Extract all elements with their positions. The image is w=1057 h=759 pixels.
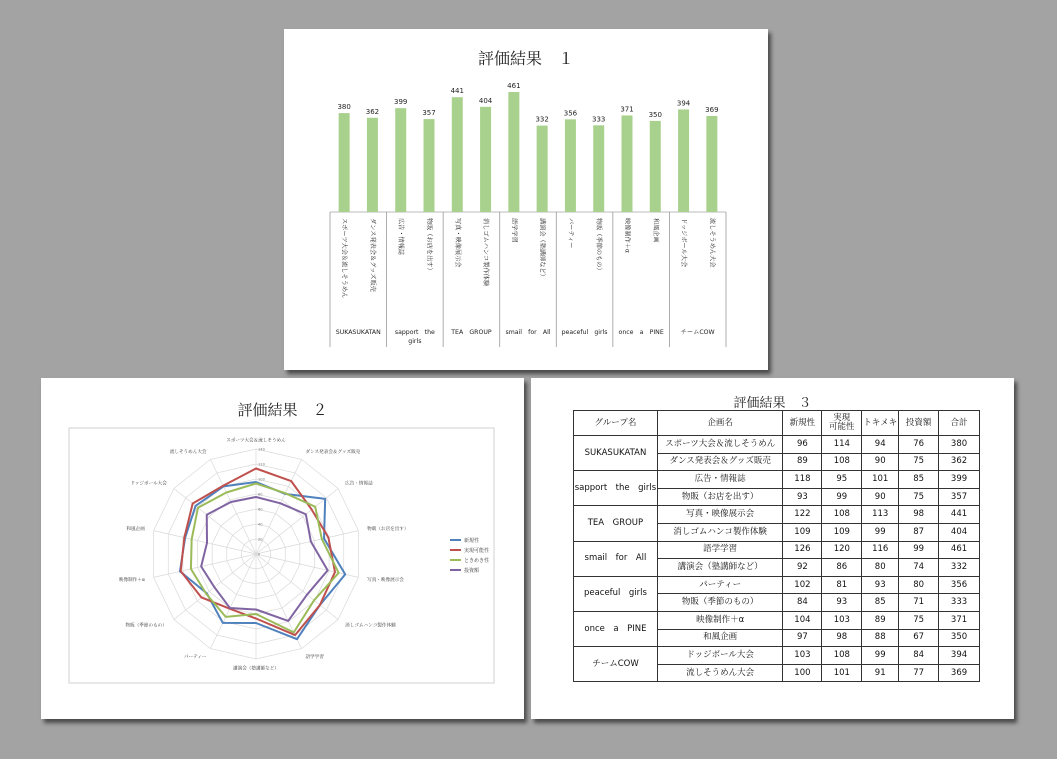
table-cell: 99 xyxy=(862,523,899,541)
table-cell: 84 xyxy=(783,594,822,612)
slide-bar-chart[interactable] xyxy=(284,29,768,370)
table-cell: 118 xyxy=(783,471,822,489)
table-cell: 104 xyxy=(783,611,822,629)
table-cell: パーティー xyxy=(657,576,783,594)
table-cell: 94 xyxy=(862,436,899,454)
radar-category-label: 広告・情報誌 xyxy=(345,481,373,487)
radar-series-line xyxy=(201,497,327,621)
bar-value-label: 380 xyxy=(337,103,351,112)
table-cell: 88 xyxy=(862,629,899,647)
bar-value-label: 399 xyxy=(394,98,408,107)
radar-category-label: ドッジボール大会 xyxy=(130,481,167,487)
table-header-cell: 企画名 xyxy=(657,411,783,436)
bar xyxy=(508,92,519,212)
table-cell: 75 xyxy=(899,611,939,629)
bar-value-label: 357 xyxy=(422,109,436,118)
table-cell: 75 xyxy=(899,453,939,471)
radar-spoke xyxy=(210,554,256,649)
legend-label: 新規性 xyxy=(464,537,480,544)
table-cell: 101 xyxy=(822,664,862,682)
table-cell: 67 xyxy=(899,629,939,647)
radar-category-label: 流しそうめん大会 xyxy=(169,449,207,455)
category-label: 物販（お店を出す） xyxy=(425,218,433,274)
table-cell: 332 xyxy=(939,559,980,577)
radar-tick-label: 100 xyxy=(258,477,265,482)
table-cell: 89 xyxy=(783,453,822,471)
table-cell: 97 xyxy=(783,629,822,647)
radar-category-label: 映像制作＋α xyxy=(118,577,145,583)
legend-swatch xyxy=(450,569,461,571)
table-row xyxy=(574,506,980,524)
table-cell: 物販（お店を出す） xyxy=(657,488,783,506)
bar-value-label: 369 xyxy=(705,105,719,114)
table-cell: 108 xyxy=(822,647,862,665)
table-cell: 96 xyxy=(783,436,822,454)
bar-value-label: 461 xyxy=(507,82,521,90)
legend-label: ときめき性 xyxy=(464,557,490,564)
bar-value-label: 371 xyxy=(620,105,634,114)
category-label: 映像制作＋α xyxy=(623,218,631,254)
table-cell: 101 xyxy=(862,471,899,489)
table-cell: 93 xyxy=(783,488,822,506)
bar xyxy=(565,119,576,212)
category-label: スポーツ大会＆流しそうめん xyxy=(340,218,348,299)
bar-value-label: 362 xyxy=(365,107,380,116)
radar-tick-label: 60 xyxy=(258,507,263,512)
table-cell: 84 xyxy=(899,647,939,665)
group-label: sapport the xyxy=(394,329,435,336)
table-header-cell: グループ名 xyxy=(574,411,658,436)
group-label: smail for All xyxy=(505,329,551,336)
table-row xyxy=(574,611,980,629)
radar-category-label: 写真・映像展示会 xyxy=(367,577,404,583)
table-cell: 80 xyxy=(899,576,939,594)
category-label: 語学学習 xyxy=(510,218,518,243)
bar-value-label: 350 xyxy=(648,110,662,119)
group-label: once a PINE xyxy=(618,329,664,336)
radar-tick-label: 140 xyxy=(258,447,265,452)
table-cell: 89 xyxy=(862,611,899,629)
group-name-cell: sapport the girls xyxy=(574,471,658,506)
slide-title: 評価結果 ２ xyxy=(237,401,328,419)
radar-category-label: 消しゴムハンコ製作体験 xyxy=(345,623,396,629)
table-cell: 物販（季節のもの） xyxy=(657,594,783,612)
group-name-cell: チームCOW xyxy=(574,647,658,682)
table-cell: 和風企画 xyxy=(657,629,783,647)
radar-tick-label: 0 xyxy=(258,552,261,557)
category-label: パーティー xyxy=(566,218,574,249)
table-cell: 映像制作＋α xyxy=(657,611,783,629)
table-header-cell: 合計 xyxy=(939,411,980,436)
table-cell: 122 xyxy=(783,506,822,524)
result-table xyxy=(573,410,980,682)
radar-category-label: 物販（季節のもの） xyxy=(125,623,167,629)
slide-title: 評価結果 １ xyxy=(477,49,574,68)
slide-result-table[interactable] xyxy=(531,378,1014,719)
category-label: 広告・情報誌 xyxy=(397,218,405,256)
table-cell: 写真・映像展示会 xyxy=(657,506,783,524)
radar-tick-label: 120 xyxy=(258,462,265,467)
table-cell: 362 xyxy=(939,453,980,471)
table-cell: 114 xyxy=(822,436,862,454)
bar xyxy=(480,107,491,212)
bar xyxy=(593,125,604,212)
radar-category-label: 語学学習 xyxy=(305,655,324,661)
table-cell: 90 xyxy=(862,488,899,506)
table-cell: 357 xyxy=(939,488,980,506)
table-cell: 371 xyxy=(939,611,980,629)
bar-value-label: 356 xyxy=(563,109,578,118)
table-cell: 95 xyxy=(822,471,862,489)
category-label: 和風企画 xyxy=(651,218,659,243)
category-label: 講演会（塾講師など） xyxy=(538,218,546,280)
table-cell: 93 xyxy=(862,576,899,594)
group-name-cell: peaceful girls xyxy=(574,576,658,611)
table-cell: 92 xyxy=(783,559,822,577)
bar xyxy=(622,115,633,212)
bar-value-label: 333 xyxy=(592,115,606,124)
radar-spoke xyxy=(256,554,358,577)
radar-spoke xyxy=(256,459,302,554)
table-cell: 81 xyxy=(822,576,862,594)
table-cell: 113 xyxy=(862,506,899,524)
legend-item xyxy=(450,535,489,545)
radar-category-label: スポーツ大会＆流しそうめん xyxy=(226,438,286,444)
table-cell: 75 xyxy=(899,488,939,506)
table-cell: 71 xyxy=(899,594,939,612)
table-cell: 126 xyxy=(783,541,822,559)
table-cell: 369 xyxy=(939,664,980,682)
group-name-cell: smail for All xyxy=(574,541,658,576)
table-row xyxy=(574,471,980,489)
bar xyxy=(706,116,717,212)
table-cell: 85 xyxy=(899,471,939,489)
category-label: ドッジボール大会 xyxy=(680,218,688,268)
table-cell: 99 xyxy=(822,488,862,506)
bar-chart xyxy=(284,29,768,370)
legend-swatch xyxy=(450,559,461,561)
radar-category-label: 講演会（塾講師など） xyxy=(233,666,279,672)
table-cell: 394 xyxy=(939,647,980,665)
table-cell: 120 xyxy=(822,541,862,559)
table-cell: 消しゴムハンコ製作体験 xyxy=(657,523,783,541)
legend-swatch xyxy=(450,539,461,541)
bar-value-label: 404 xyxy=(478,96,493,105)
legend-item xyxy=(450,545,489,555)
table-cell: 404 xyxy=(939,523,980,541)
bar xyxy=(367,118,378,212)
table-cell: 103 xyxy=(783,647,822,665)
table-cell: 116 xyxy=(862,541,899,559)
table-row xyxy=(574,647,980,665)
table-cell: 74 xyxy=(899,559,939,577)
table-cell: 103 xyxy=(822,611,862,629)
group-label: チームCOW xyxy=(680,329,715,336)
table-cell: 85 xyxy=(862,594,899,612)
table-cell: 98 xyxy=(822,629,862,647)
slide-title: 評価結果 ３ xyxy=(733,396,812,411)
group-label: SUKASUKATAN xyxy=(335,329,381,336)
group-name-cell: once a PINE xyxy=(574,611,658,646)
table-cell: 100 xyxy=(783,664,822,682)
table-cell: 98 xyxy=(899,506,939,524)
legend-swatch xyxy=(450,549,461,551)
category-label: ダンス発表会＆グッズ販売 xyxy=(368,218,376,292)
bar-value-label: 441 xyxy=(450,87,464,96)
table-cell: 333 xyxy=(939,594,980,612)
bar xyxy=(339,113,350,212)
group-label-cont: girls xyxy=(408,338,422,345)
radar-category-label: パーティー xyxy=(183,655,207,661)
table-cell: 講演会（塾講師など） xyxy=(657,559,783,577)
category-label: 写真・映像展示会 xyxy=(453,218,461,268)
category-label: 流しそうめん大会 xyxy=(708,218,716,268)
legend-label: 実現可能性 xyxy=(464,547,490,554)
table-cell: ダンス発表会＆グッズ販売 xyxy=(657,453,783,471)
radar-tick-label: 40 xyxy=(258,522,263,527)
table-cell: 76 xyxy=(899,436,939,454)
table-cell: ドッジボール大会 xyxy=(657,647,783,665)
group-label: peaceful girls xyxy=(561,329,608,336)
table-header-cell: 実現 可能性 xyxy=(822,411,862,436)
table-cell: 99 xyxy=(862,647,899,665)
radar-spoke xyxy=(256,531,358,554)
bar xyxy=(650,121,661,212)
legend-item xyxy=(450,565,489,575)
legend-label: 投資額 xyxy=(464,567,480,574)
table-cell: 102 xyxy=(783,576,822,594)
table-cell: 356 xyxy=(939,576,980,594)
bar xyxy=(537,126,548,212)
radar-category-label: 物販（お店を出す） xyxy=(367,527,409,533)
radar-legend xyxy=(450,535,489,575)
radar-category-label: ダンス発表会＆グッズ販売 xyxy=(305,449,361,455)
category-label: 消しゴムハンコ製作体験 xyxy=(482,218,490,287)
bar-value-label: 332 xyxy=(535,115,549,124)
table-row xyxy=(574,436,980,454)
group-name-cell: SUKASUKATAN xyxy=(574,436,658,471)
table-cell: 77 xyxy=(899,664,939,682)
table-row xyxy=(574,541,980,559)
table-header-cell: 投資額 xyxy=(899,411,939,436)
bar xyxy=(395,108,406,212)
slide-radar-chart[interactable] xyxy=(41,378,524,719)
bar xyxy=(452,97,463,212)
radar-tick-label: 20 xyxy=(258,537,263,542)
table-cell: 87 xyxy=(899,523,939,541)
table-cell: 流しそうめん大会 xyxy=(657,664,783,682)
table-cell: 91 xyxy=(862,664,899,682)
table-cell: 108 xyxy=(822,453,862,471)
table-cell: 350 xyxy=(939,629,980,647)
table-cell: 86 xyxy=(822,559,862,577)
table-cell: 90 xyxy=(862,453,899,471)
table-cell: 108 xyxy=(822,506,862,524)
table-header-cell: 新規性 xyxy=(783,411,822,436)
table-cell: 380 xyxy=(939,436,980,454)
table-cell: 80 xyxy=(862,559,899,577)
table-cell: 399 xyxy=(939,471,980,489)
radar-tick-label: 80 xyxy=(258,492,263,497)
bar-value-label: 394 xyxy=(676,99,691,108)
table-cell: 語学学習 xyxy=(657,541,783,559)
table-header-cell: トキメキ xyxy=(862,411,899,436)
bar xyxy=(424,119,435,212)
table-cell: 99 xyxy=(899,541,939,559)
table-cell: 109 xyxy=(822,523,862,541)
category-label: 物販（季節のもの） xyxy=(595,218,603,274)
plot-area-border xyxy=(69,428,494,683)
table-cell: 93 xyxy=(822,594,862,612)
radar-spoke xyxy=(210,459,256,554)
table-cell: 109 xyxy=(783,523,822,541)
legend-item xyxy=(450,555,489,565)
table-cell: 461 xyxy=(939,541,980,559)
table-cell: 441 xyxy=(939,506,980,524)
table-row xyxy=(574,576,980,594)
radar-series-line xyxy=(180,482,345,639)
table-header-row xyxy=(574,411,980,436)
radar-category-label: 和風企画 xyxy=(126,527,145,533)
bar xyxy=(678,109,689,212)
table-cell: 広告・情報誌 xyxy=(657,471,783,489)
group-label: TEA GROUP xyxy=(451,329,492,336)
table-cell: スポーツ大会＆流しそうめん xyxy=(657,436,783,454)
group-name-cell: TEA GROUP xyxy=(574,506,658,541)
